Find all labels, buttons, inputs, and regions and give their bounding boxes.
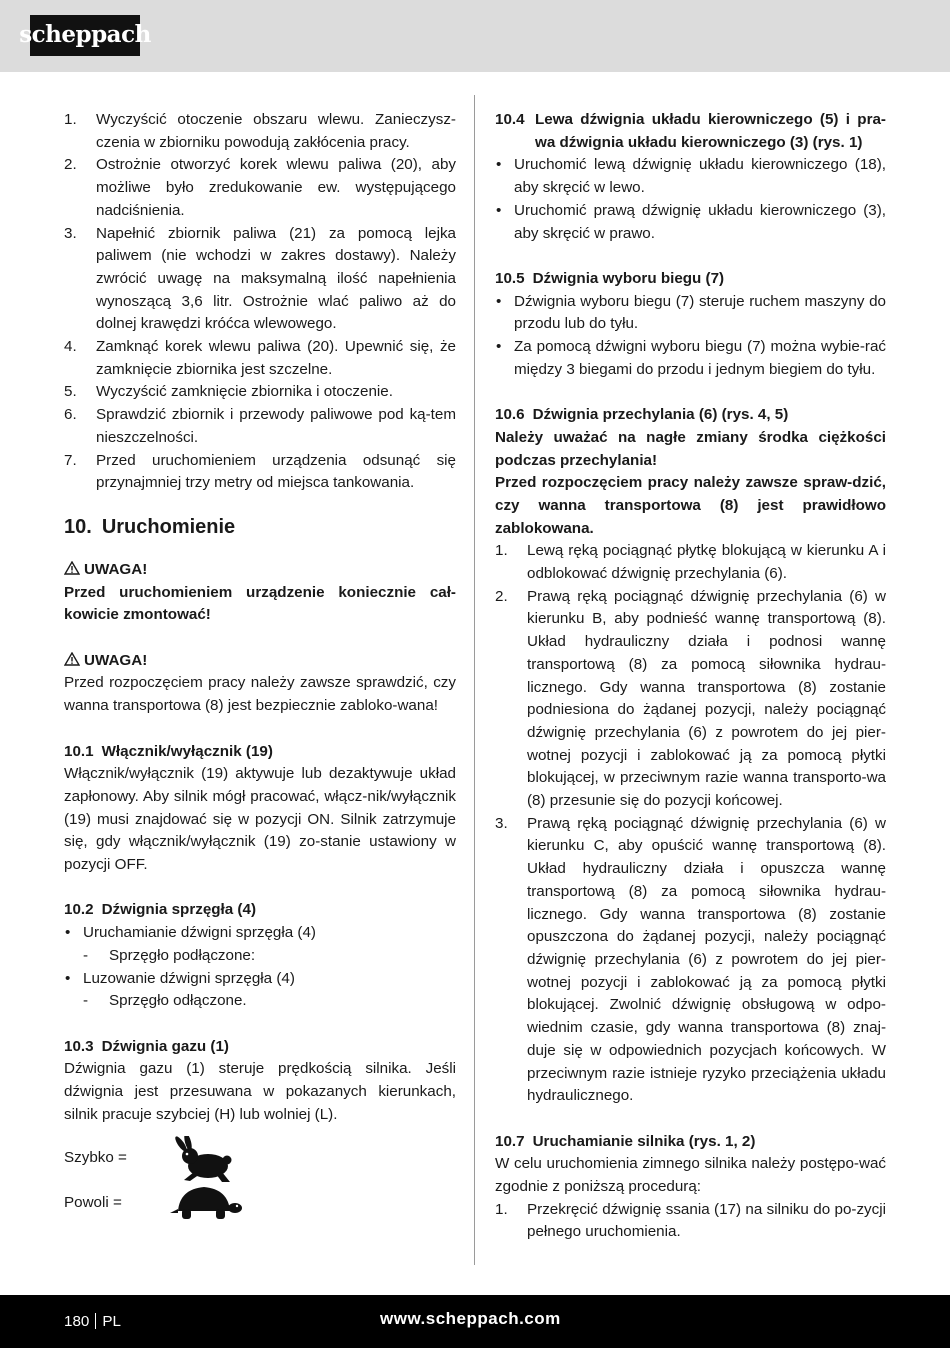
- section-heading-10: 10. Uruchomienie: [64, 515, 236, 538]
- caution-text: Należy uważać na nagłe zmiany środka ciężkości podczas przechylania!: [495, 428, 886, 469]
- bullet-list: [495, 291, 886, 382]
- section-heading-10-2: 10.2 Dźwignia sprzęgła (4): [64, 901, 256, 919]
- list-item: 1. Wyczyścić otoczenie obszaru wlewu. Zanieczysz-czenia w zbiorniku powodują zakłócenia pracy.: [64, 111, 456, 151]
- right-column: [495, 109, 886, 1244]
- header-bar: [0, 0, 950, 72]
- list-item: 1. Przekręcić dźwignię ssania (17) na silniku do po-zycji pełnego uruchomienia.: [495, 1200, 886, 1241]
- paragraph: W celu uruchomienia zimnego silnika należy postępo-wać zgodnie z poniższą procedurą:: [495, 1155, 886, 1195]
- dash-icon: -: [83, 992, 89, 1010]
- section-heading-10-3: 10.3 Dźwignia gazu (1): [64, 1037, 229, 1055]
- separator: [95, 1313, 96, 1329]
- list-item: 7. Przed uruchomieniem urządzenia odsunąć się przynajmniej trzy metry od miejsca tankowania.: [64, 451, 456, 492]
- start-steps-list: [495, 1199, 886, 1244]
- section-heading-10-5: 10.5 Dźwignia wyboru biegu (7): [495, 269, 725, 287]
- list-item: 2. Prawą ręką pociągnąć dźwignię przechylania (6) w kierunku B, aby podnieść wannę transportową (8). Układ hydrauliczny działa i podnosi wannę transportową (8) za pomocą siłownika hydrau-licznego. Gdy wanna transportowa (8) zostanie podniesiona do żądanej pozycji, należy pociągnąć dźwignię przechylania (6) z powrotem do jej pier-wotnej pozycji i zablokować ją za pomocą płytki blokującej, w przeciwnym razie wanna transporto-wa (8) przesunie się do pozycji końcowej.: [495, 587, 886, 810]
- caution-text: Przed rozpoczęciem pracy należy zawsze spraw-dzić, czy wanna transportowa (8) jest prawidłowo zablokowana.: [495, 474, 886, 537]
- page-number: 180 PL: [64, 1313, 121, 1330]
- tilt-steps-list: [495, 540, 886, 1108]
- slow-label: Powoli =: [64, 1194, 122, 1212]
- bullet-list: [64, 968, 456, 991]
- rabbit-icon: [164, 1136, 244, 1184]
- warning-label: UWAGA!: [64, 559, 456, 582]
- sub-item: - Sprzęgło podłączone:: [64, 945, 456, 968]
- section-heading-10-1: 10.1 Włącznik/wyłącznik (19): [64, 742, 273, 760]
- list-item: • Uruchamianie dźwigni sprzęgła (4): [64, 922, 456, 945]
- bullet-list: [64, 922, 456, 945]
- dash-icon: -: [83, 946, 89, 964]
- column-divider: [474, 95, 475, 1265]
- warning-triangle-icon: [64, 652, 80, 666]
- list-item: • Luzowanie dźwigni sprzęgła (4): [64, 968, 456, 991]
- list-item: • Uruchomić lewą dźwignię układu kierowniczego (18), aby skręcić w lewo.: [496, 156, 886, 197]
- bullet-list: [495, 154, 886, 245]
- bullet-icon: •: [496, 156, 502, 174]
- refuel-steps-list: [64, 109, 456, 495]
- brand-logo-text: scheppach: [19, 21, 151, 49]
- warning-text: Przed rozpoczęciem pracy należy zawsze sprawdzić, czy wanna transportowa (8) jest bezpiecznie zabloko-wana!: [64, 674, 456, 715]
- turtle-icon: [164, 1181, 244, 1223]
- warning-triangle-icon: [64, 561, 80, 575]
- sub-item: - Sprzęgło odłączone.: [64, 990, 456, 1013]
- paragraph: Dźwignia gazu (1) steruje prędkością silnika. Jeśli dźwignia jest przesuwana w pokazanych kierunkach, silnik pracuje szybciej (H) lub wolniej (L).: [64, 1060, 456, 1123]
- section-heading-10-6: 10.6 Dźwignia przechylania (6) (rys. 4, 5): [495, 406, 789, 424]
- list-item: 3. Napełnić zbiornik paliwa (21) za pomocą lejka paliwem (nie wchodzi w zakres dostawy). Należy zwrócić uwagę na maksymalną ilość napełnienia wynoszącą 3,6 litr. Ostrożnie wlać paliwo aż do dolnej krawędzi króćca wlewowego.: [64, 224, 456, 333]
- bullet-icon: •: [65, 969, 71, 987]
- warning-label: UWAGA!: [64, 650, 456, 673]
- bullet-icon: •: [496, 338, 502, 356]
- list-item: • Za pomocą dźwigni wyboru biegu (7) można wybie-rać między 3 biegami do przodu i jednym biegiem do tyłu.: [496, 338, 886, 378]
- left-column: [64, 109, 456, 1226]
- slow-row: [64, 1181, 456, 1226]
- list-item: 3. Prawą ręką pociągnąć dźwignię przechylania (6) w kierunku C, aby opuścić wannę transportową (8). Układ hydrauliczny działa i opuszcza wannę transportową (8) za pomocą siłownika hydrau-licznego. Gdy wanna transportowa (8) zostanie opuszczona do żądanej pozycji, należy pociągnąć dźwignię przechylania (6) z powrotem do jej pier-wotnej pozycji i zablokować ją za pomocą płytki blokującej. Zwolnić dźwignię obsługową w odpo-wiednim czasie, gdy wanna transportowa (8) znaj-duje się w odpowiednich pozycjach końcowych. W przeciwnym razie istnieje ryzyko przeciążenia układu hydraulicznego.: [495, 814, 886, 1105]
- bullet-icon: •: [496, 292, 502, 310]
- bullet-icon: •: [65, 924, 71, 942]
- list-item: 2. Ostrożnie otworzyć korek wlewu paliwa (20), aby możliwe było zredukowanie ew. występującego nadciśnienia.: [64, 156, 456, 219]
- section-heading-10-4: 10.4 Lewa dźwignia układu kierowniczego (5) i pra-wa dźwignia układu kierowniczego (3) (rys. 1): [495, 111, 886, 151]
- website-link[interactable]: www.scheppach.com: [380, 1309, 561, 1328]
- list-item: • Dźwignia wyboru biegu (7) steruje ruchem maszyny do przodu lub do tyłu.: [496, 292, 886, 333]
- bullet-icon: •: [496, 201, 502, 219]
- list-item: • Uruchomić prawą dźwignię układu kierowniczego (3), aby skręcić w prawo.: [496, 201, 886, 242]
- paragraph: Włącznik/wyłącznik (19) aktywuje lub dezaktywuje układ zapłonowy. Aby silnik mógł pracować, włącz-nik/wyłącznik (19) musi znajdować się w pozycji ON. Silnik zatrzymuje się, gdy włącznik/wyłącznik (19) zo-stanie ustawiony w pozycji OFF.: [64, 765, 456, 874]
- footer-bar: [0, 1295, 950, 1348]
- list-item: 6. Sprawdzić zbiornik i przewody paliwowe pod ką-tem nieszczelności.: [64, 406, 456, 446]
- fast-row: [64, 1136, 456, 1181]
- list-item: 5. Wyczyścić zamknięcie zbiornika i otoczenie.: [64, 383, 393, 401]
- warning-text: Przed uruchomieniem urządzenie koniecznie cał-kowicie zmontować!: [64, 583, 456, 624]
- list-item: 1. Lewą ręką pociągnąć płytkę blokującą w kierunku A i odblokować dźwignię przechylania (6).: [495, 542, 886, 583]
- brand-logo: [19, 15, 151, 56]
- section-heading-10-7: 10.7 Uruchamianie silnika (rys. 1, 2): [495, 1132, 756, 1150]
- list-item: 4. Zamknąć korek wlewu paliwa (20). Upewnić się, że zamknięcie zbiornika jest szczelne.: [64, 338, 456, 378]
- fast-label: Szybko =: [64, 1149, 127, 1167]
